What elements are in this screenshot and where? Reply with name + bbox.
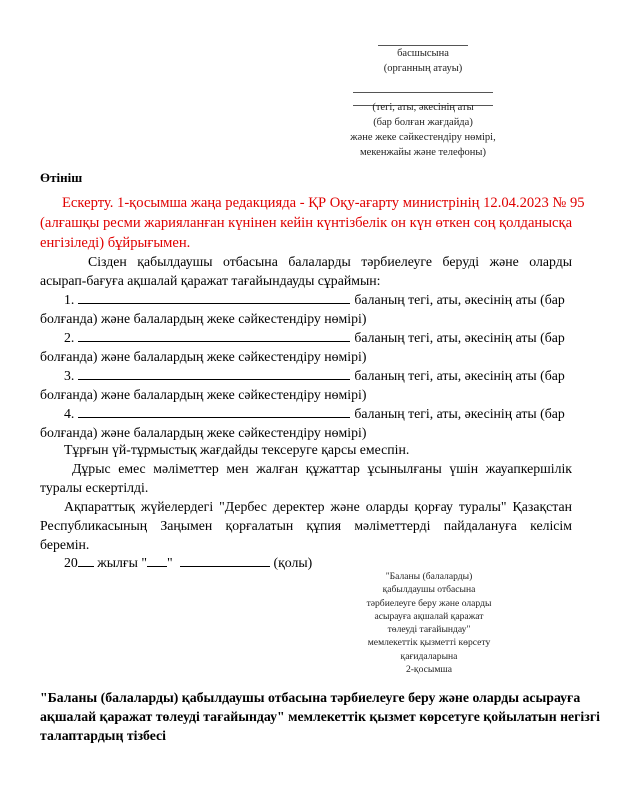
applicant-hint-line: мекенжайы және телефоны) [360, 147, 486, 158]
year-blank[interactable] [78, 554, 94, 567]
note-line: Ескерту. 1-қосымша жаңа редакцияда - ҚР Оқу-ағарту министрінің 12.04.2023 № 95 [62, 195, 585, 211]
quote-close: " [166, 555, 173, 570]
signature-label: (қолы) [273, 555, 313, 570]
child-hint: баланың тегі, аты, әкесінің аты (бар [354, 292, 565, 307]
data-consent [40, 497, 572, 554]
child-name-blank[interactable] [78, 290, 350, 304]
consent-line: Республикасының Заңымен қорғалатын құпия мәліметтерді пайдалануға келісім [40, 518, 572, 533]
appendix-line: асырауға ақшалай қаражат [374, 610, 484, 622]
month-blank[interactable] [180, 554, 270, 567]
child-number: 3. [64, 368, 75, 383]
requirements-title-line: ақшалай қаражат төлеуді тағайындау" мемлекеттік қызмет көрсетуге қойылатын негізгі [40, 709, 600, 724]
child-hint-continuation: болғанда) және балалардың жеке сәйкестендіру нөмірі) [40, 349, 367, 364]
child-hint-continuation: болғанда) және балалардың жеке сәйкестендіру нөмірі) [40, 311, 367, 326]
appendix-reference [345, 570, 513, 676]
child-number: 1. [64, 292, 75, 307]
page-title: Өтініш [40, 170, 83, 185]
appendix-line: тәрбиелеуге беру және оларды [366, 597, 492, 609]
consent-line: Ақпараттық жүйелердегі "Дербес деректер және оларды қорғау туралы" Қазақстан [64, 499, 572, 514]
child-hint-continuation: болғанда) және балалардың жеке сәйкестендіру нөмірі) [40, 387, 367, 402]
child-hint: баланың тегі, аты, әкесінің аты (бар [354, 368, 565, 383]
child-number: 2. [64, 330, 75, 345]
child-entry-4 [40, 404, 572, 442]
child-hint: баланың тегі, аты, әкесінің аты (бар [354, 330, 565, 345]
consent-line: беремін. [40, 537, 90, 552]
head-label: басшысына [397, 48, 449, 59]
editorial-note [40, 193, 595, 253]
note-line: (алғашқы ресми жарияланған күнінен кейін күнтізбелік он күн өткен соң қолданысқа [40, 215, 573, 231]
appendix-line: қағидаларына [400, 650, 458, 662]
applicant-hint-block [326, 100, 520, 160]
note-line: енгізіледі) бұйрығымен. [40, 235, 191, 251]
year-prefix: 20 [64, 555, 78, 570]
child-entry-3 [40, 366, 572, 404]
request-line: Сізден қабылдаушы отбасына балаларды тәрбиелеуге беруді және оларды [88, 254, 572, 269]
year-suffix: жылғы " [97, 555, 147, 570]
living-conditions-statement [40, 440, 572, 459]
applicant-hint-line: (бар болған жағдайда) [373, 117, 473, 128]
organ-name-hint: (органның атауы) [383, 63, 463, 74]
liability-warning [40, 459, 572, 497]
request-line: асырап-бағуға ақшалай қаражат тағайындауды сұраймын: [40, 273, 381, 288]
child-entry-1 [40, 290, 572, 328]
requirements-title [40, 688, 600, 745]
appendix-line: қабылдаушы отбасына [382, 584, 476, 596]
child-entry-2 [40, 328, 572, 366]
child-hint: баланың тегі, аты, әкесінің аты (бар [354, 406, 565, 421]
living-conditions-text: Тұрғын үй-тұрмыстық жағдайды тексеруге қарсы емеспін. [64, 442, 410, 457]
applicant-hint-line: және жеке сәйкестендіру нөмірі, [350, 132, 496, 143]
appendix-line: мемлекеттік қызметті көрсету [367, 637, 491, 649]
warning-line: туралы ескертілді. [40, 480, 149, 495]
requirements-title-line: талаптардың тізбесі [40, 728, 166, 743]
child-name-blank[interactable] [78, 404, 350, 418]
day-blank[interactable] [147, 554, 167, 567]
appendix-line: "Баланы (балаларды) [385, 571, 473, 582]
requirements-title-line: "Баланы (балаларды) қабылдаушы отбасына тәрбиелеуге беру және оларды асырауға [40, 690, 581, 705]
applicant-blank-line-1 [353, 92, 493, 93]
appendix-line: 2-қосымша [405, 664, 453, 676]
warning-line: Дұрыс емес мәліметтер мен жалған құжаттар ұсынылғаны үшін жауапкершілік [72, 461, 572, 476]
children-list [40, 290, 572, 442]
appendix-line: төлеуді тағайындау" [387, 624, 471, 636]
applicant-hint-line: (тегі, аты, әкесінің аты [372, 102, 474, 113]
request-paragraph [40, 252, 572, 290]
child-name-blank[interactable] [78, 366, 350, 380]
child-hint-continuation: болғанда) және балалардың жеке сәйкестендіру нөмірі) [40, 425, 367, 440]
child-number: 4. [64, 406, 75, 421]
child-name-blank[interactable] [78, 328, 350, 342]
addressee-block [348, 38, 498, 106]
